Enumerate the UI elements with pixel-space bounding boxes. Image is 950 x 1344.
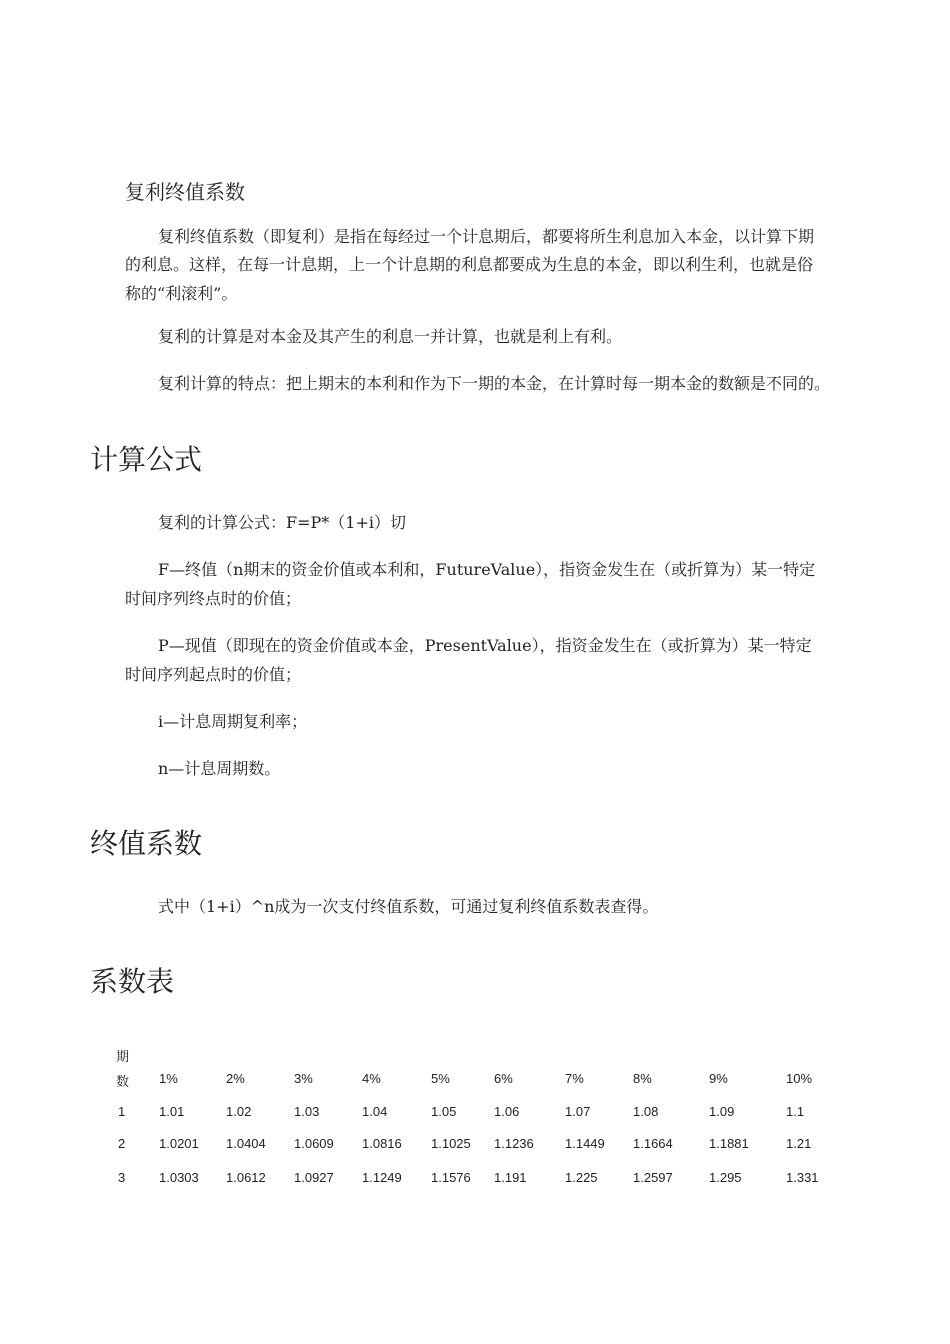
table-header-period-top: 期 (116, 1049, 130, 1064)
table-header-rate: 10% (786, 1071, 813, 1086)
table-cell: 1.1449 (565, 1136, 605, 1151)
table-header-rate: 2% (226, 1071, 245, 1086)
table-header-period-bottom: 数 (116, 1074, 130, 1089)
table-cell: 1.1576 (431, 1170, 471, 1185)
table-cell: 1.01 (159, 1104, 185, 1119)
table-cell: 1.04 (362, 1104, 388, 1119)
table-cell: 1.2597 (633, 1170, 673, 1185)
table-cell: 1.331 (786, 1170, 819, 1185)
rate-def: i—计息周期复利率； (158, 712, 308, 731)
formula-line: 复利的计算公式：F=P*（1+i）切 (158, 513, 406, 532)
table-cell: 1.0612 (226, 1170, 266, 1185)
table-cell: 1.05 (431, 1104, 457, 1119)
table-header-rate: 6% (494, 1071, 513, 1086)
table-header-rate: 9% (709, 1071, 728, 1086)
intro-paragraph-1-line-3: 称的“利滚利”。 (125, 284, 238, 303)
table-header-rate: 1% (159, 1071, 178, 1086)
intro-paragraph-2: 复利的计算是对本金及其产生的利息一并计算，也就是利上有利。 (158, 327, 623, 346)
future-value-def-line-1: F—终值（n期末的资金价值或本利和，FutureValue），指资金发生在（或折算为）某一特定 (158, 560, 816, 579)
table-header-rate: 4% (362, 1071, 381, 1086)
table-cell: 1.225 (565, 1170, 598, 1185)
table-cell: 1.06 (494, 1104, 520, 1119)
table-cell: 1.1881 (709, 1136, 749, 1151)
table-cell: 1.191 (494, 1170, 527, 1185)
table-cell: 1.0609 (294, 1136, 334, 1151)
table-cell: 1.1249 (362, 1170, 402, 1185)
intro-paragraph-3: 复利计算的特点：把上期末的本利和作为下一期的本金，在计算时每一期本金的数额是不同的。 (158, 374, 831, 393)
future-value-def-line-2: 时间序列终点时的价值； (125, 589, 302, 608)
table-row-period: 2 (118, 1136, 126, 1151)
table-cell: 1.02 (226, 1104, 252, 1119)
periods-def: n—计息周期数。 (158, 759, 281, 778)
table-cell: 1.1 (786, 1104, 805, 1119)
table-row-period: 3 (118, 1170, 126, 1185)
factor-heading: 终值系数 (90, 827, 203, 860)
table-cell: 1.07 (565, 1104, 591, 1119)
table-cell: 1.295 (709, 1170, 742, 1185)
formula-heading: 计算公式 (90, 443, 203, 476)
table-cell: 1.09 (709, 1104, 735, 1119)
table-cell: 1.08 (633, 1104, 659, 1119)
factor-text: 式中（1+i）^n成为一次支付终值系数，可通过复利终值系数表查得。 (158, 897, 659, 916)
table-cell: 1.0303 (159, 1170, 199, 1185)
intro-paragraph-1-line-1: 复利终值系数（即复利）是指在每经过一个计息期后，都要将所生利息加入本金，以计算下期 (158, 227, 815, 246)
table-cell: 1.0816 (362, 1136, 402, 1151)
table-cell: 1.0927 (294, 1170, 334, 1185)
table-cell: 1.21 (786, 1136, 812, 1151)
table-header-rate: 8% (633, 1071, 652, 1086)
table-header-rate: 5% (431, 1071, 450, 1086)
table-cell: 1.03 (294, 1104, 320, 1119)
present-value-def-line-2: 时间序列起点时的价值； (125, 665, 302, 684)
table-header-rate: 3% (294, 1071, 313, 1086)
intro-paragraph-1-line-2: 的利息。这样，在每一计息期，上一个计息期的利息都要成为生息的本金，即以利生利，也就是俗 (125, 255, 814, 274)
table-row-period: 1 (118, 1104, 126, 1119)
table-cell: 1.1236 (494, 1136, 534, 1151)
table-cell: 1.0201 (159, 1136, 199, 1151)
section-title: 复利终值系数 (125, 180, 245, 204)
table-header-rate: 7% (565, 1071, 584, 1086)
table-cell: 1.1664 (633, 1136, 673, 1151)
present-value-def-line-1: P—现值（即现在的资金价值或本金，PresentValue），指资金发生在（或折算为）某一特定 (158, 636, 812, 655)
table-cell: 1.0404 (226, 1136, 266, 1151)
table-cell: 1.1025 (431, 1136, 471, 1151)
table-heading: 系数表 (90, 965, 175, 998)
